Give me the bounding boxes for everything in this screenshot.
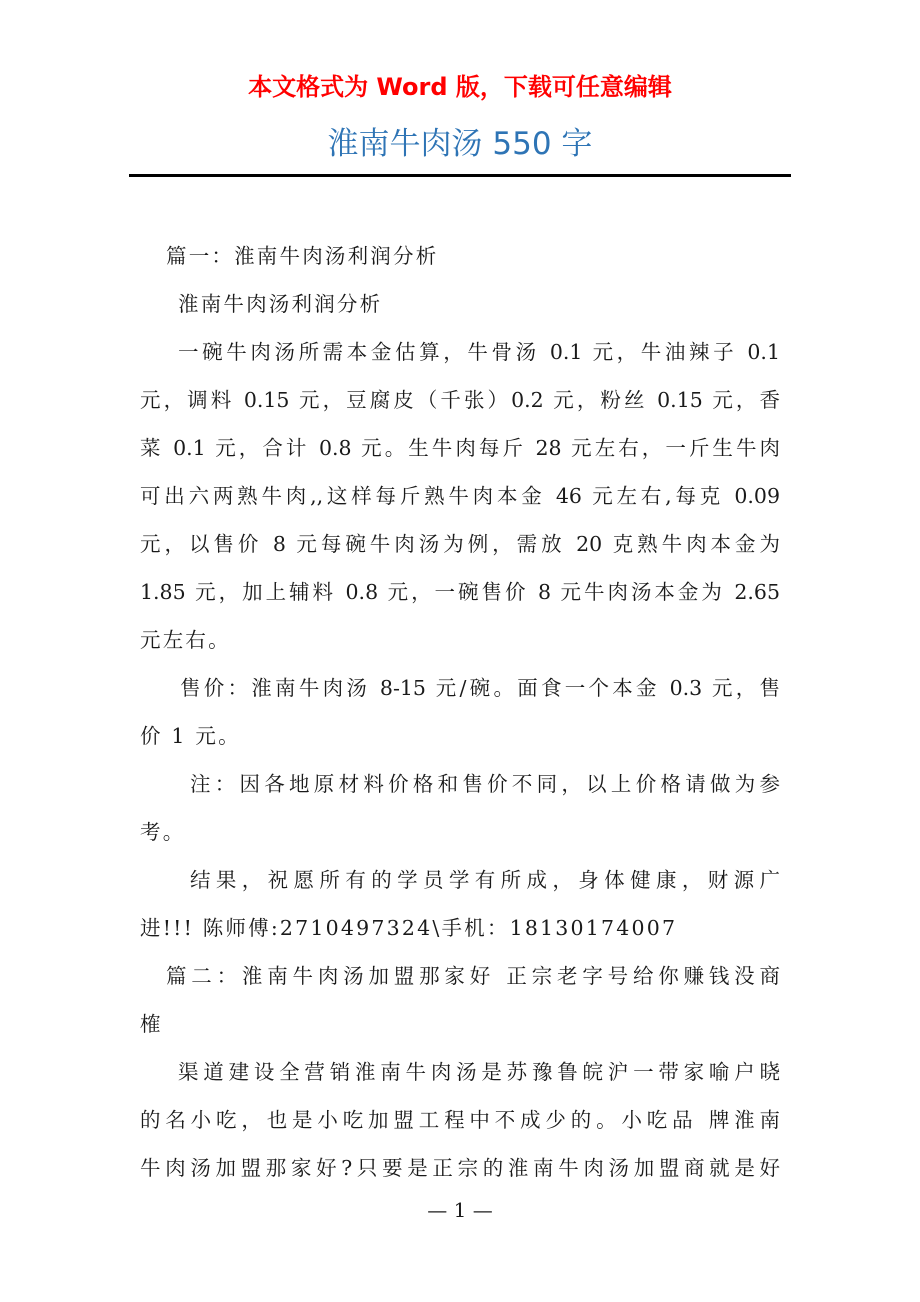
paragraph-line-closing: 结果，祝愿所有的学员学有所成，身体健康，财源广 — [190, 868, 780, 892]
contact-line: 进!!! 陈师傅:2710497324\手机：18130174007 — [140, 916, 678, 940]
paragraph-line: 元，以售价 8 元每碗牛肉汤为例，需放 20 克熟牛肉本金为 — [140, 532, 780, 556]
paragraph-line: 渠道建设全营销淮南牛肉汤是苏豫鲁皖沪一带家喻户晓 — [178, 1060, 780, 1084]
document-body — [140, 232, 780, 1192]
paragraph-line: 考。 — [140, 820, 186, 844]
paragraph-line: 一碗牛肉汤所需本金估算，牛骨汤 0.1 元，牛油辣子 0.1 — [178, 340, 780, 364]
paragraph-line: 元，调料 0.15 元，豆腐皮（千张）0.2 元，粉丝 0.15 元，香 — [140, 388, 780, 412]
document-title: 淮南牛肉汤 550 字 — [327, 126, 593, 162]
header-divider — [129, 174, 791, 177]
subheading-profit-analysis: 淮南牛肉汤利润分析 — [178, 292, 383, 316]
paragraph-line: 1.85 元，加上辅料 0.8 元，一碗售价 8 元牛肉汤本金为 2.65 — [140, 580, 780, 604]
paragraph-line: 元左右。 — [140, 628, 231, 652]
paragraph-line: 牛肉汤加盟那家好?只要是正宗的淮南牛肉汤加盟商就是好 — [140, 1156, 780, 1180]
section-heading-part-two-cont: 榷 — [140, 1012, 163, 1036]
paragraph-line-price: 售价：淮南牛肉汤 8-15 元/碗。面食一个本金 0.3 元，售 — [180, 676, 780, 700]
section-heading-part-two: 篇二：淮南牛肉汤加盟那家好 正宗老字号给你赚钱没商 — [166, 964, 780, 988]
paragraph-line: 可出六两熟牛肉,,这样每斤熟牛肉本金 46 元左右,每克 0.09 — [140, 484, 780, 508]
paragraph-line-note: 注：因各地原材料价格和售价不同，以上价格请做为参 — [190, 772, 780, 796]
paragraph-line: 菜 0.1 元，合计 0.8 元。生牛肉每斤 28 元左右，一斤生牛肉 — [140, 436, 780, 460]
section-heading-part-one: 篇一：淮南牛肉汤利润分析 — [166, 244, 439, 268]
paragraph-line: 的名小吃，也是小吃加盟工程中不成少的。小吃品 牌淮南 — [140, 1108, 780, 1132]
page-number: — 1 — — [427, 1198, 493, 1222]
paragraph-line: 价 1 元。 — [140, 724, 241, 748]
editable-format-banner: 本文格式为 Word 版，下载可任意编辑 — [248, 73, 672, 101]
